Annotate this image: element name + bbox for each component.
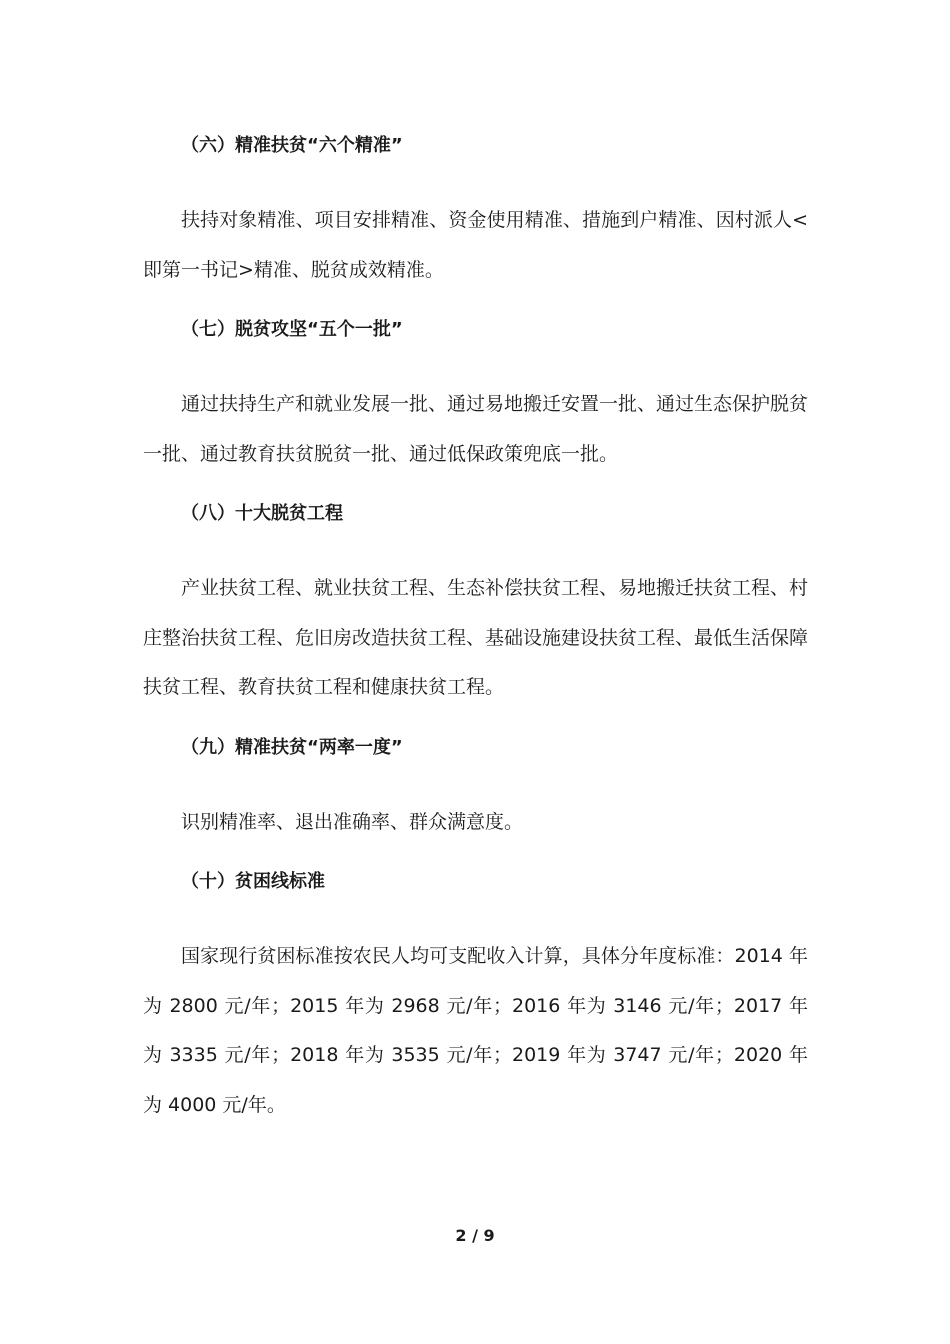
section-heading: （七）脱贫攻坚“五个一批” xyxy=(181,319,403,340)
section-six xyxy=(143,128,808,295)
section-paragraph: 产业扶贫工程、就业扶贫工程、生态补偿扶贫工程、易地搬迁扶贫工程、村庄整治扶贫工程、危旧房改造扶贫工程、基础设施建设扶贫工程、最低生活保障扶贫工程、教育扶贫工程和健康扶贫工程。 xyxy=(143,577,809,698)
section-seven xyxy=(143,312,808,479)
section-heading: （九）精准扶贫“两率一度” xyxy=(181,736,403,758)
section-paragraph: 国家现行贫困标准按农民人均可支配收入计算，具体分年度标准：2014 年为 2800 元/年；2015 年为 2968 元/年；2016 年为 3146 元/年；2017 年为 3335 元/年；2018 年为 3535 元/年；2019 年为 3747 元/年；2020 年为 4000 元/年。 xyxy=(143,945,808,1116)
section-heading: （十）贫困线标准 xyxy=(181,871,325,892)
section-paragraph: 识别精准率、退出准确率、群众满意度。 xyxy=(181,810,524,833)
section-heading: （六）精准扶贫“六个精准” xyxy=(181,135,403,156)
page-number: 2 / 9 xyxy=(455,1226,495,1245)
section-nine xyxy=(143,730,808,848)
document-body xyxy=(143,128,808,1147)
section-paragraph: 通过扶持生产和就业发展一批、通过易地搬迁安置一批、通过生态保护脱贫一批、通过教育扶贫脱贫一批、通过低保政策兜底一批。 xyxy=(143,393,809,465)
section-heading: （八）十大脱贫工程 xyxy=(181,503,343,524)
section-paragraph: 扶持对象精准、项目安排精准、资金使用精准、措施到户精准、因村派人<即第一书记>精准、脱贫成效精准。 xyxy=(143,209,808,281)
section-eight xyxy=(143,496,808,713)
section-ten xyxy=(143,864,808,1130)
